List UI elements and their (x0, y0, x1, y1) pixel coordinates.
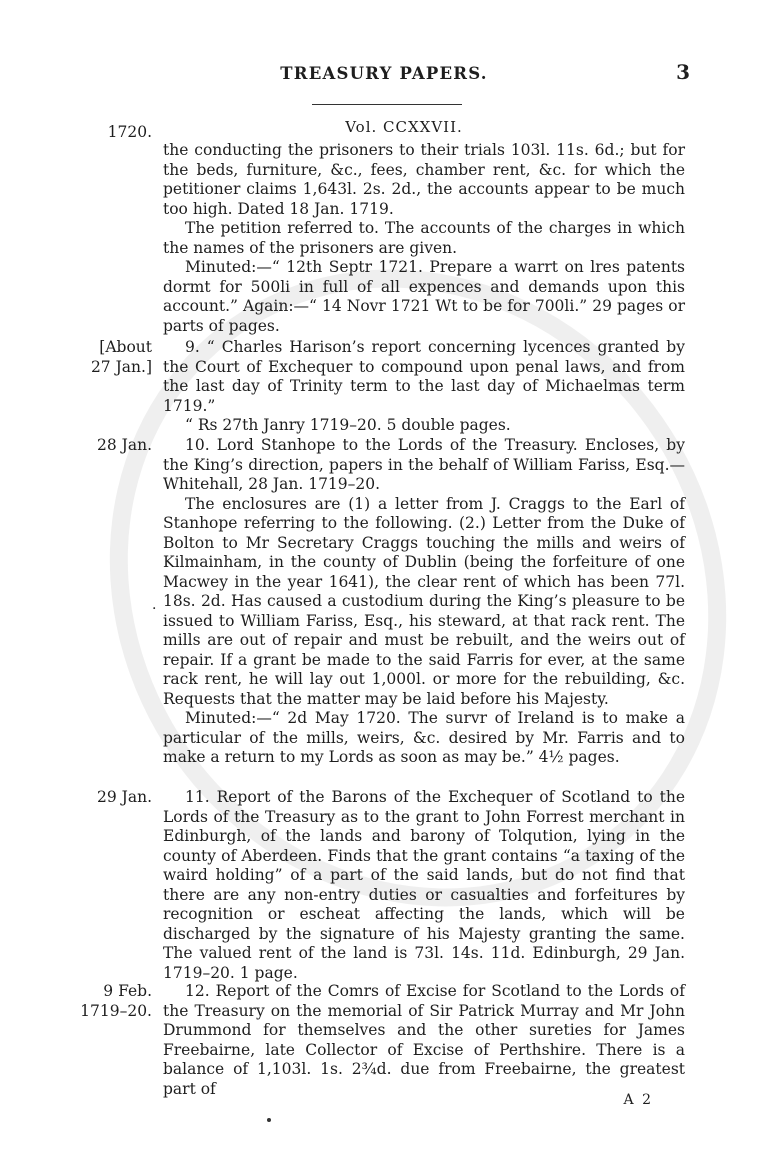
entry-paragraph: 12. Report of the Comrs of Excise for Scotland to the Lords of the Treasury on the memorial of Sir Patrick Murray and Mr John Drummond for themselves and the other sureties for James Freebairne, late Collector of Excise of Perthshire. There is a balance of 1,103l. 1s. 2¾d. due from Freebairne, the greatest part of (163, 982, 685, 1098)
entry-continued (163, 141, 685, 336)
entry-paragraph: The enclosures are (1) a letter from J. Craggs to the Earl of Stanhope referring to the following. (2.) Letter from the Duke of Bolton to Mr Secretary Craggs touching the mills and weirs of Kilmainham, in the county of Dublin (being the forfeiture of one Macwey in the year 1641), the clear rent of which has been 77l. 18s. 2d. Has caused a custodium during the King’s pleasure to be issued to William Fariss, Esq., his steward, at that rack rent. The mills are out of repair and must be rebuilt, and the weirs out of repair. If a grant be made to the said Farris for ever, at the same rack rent, he will lay out 1,000l. or more for the rebuilding, &c. Requests that the matter may be laid before his Majesty. (163, 494, 685, 708)
signature-mark: A 2 (623, 1092, 653, 1108)
entry-9 (163, 338, 685, 436)
header-rule (312, 104, 462, 105)
page-number: 3 (676, 60, 690, 84)
margin-date: 9 Feb. 1719–20. (80, 982, 152, 1020)
entry-paragraph: 10. Lord Stanhope to the Lords of the Treasury. Encloses, by the King’s direction, papers in the behalf of William Fariss, Esq.— Whitehall, 28 Jan. 1719–20. (163, 436, 685, 493)
running-head (0, 60, 768, 94)
entry-10 (163, 436, 685, 768)
margin-date: 28 Jan. (96, 436, 152, 454)
entry-paragraph: The petition referred to. The accounts of the charges in which the names of the prisoners are given. (163, 219, 685, 257)
volume-heading: Vol. CCXXVII. (345, 118, 463, 136)
entry-paragraph: “ Rs 27th Janry 1719–20. 5 double pages. (185, 416, 511, 434)
footer-dot (267, 1118, 271, 1122)
margin-date: [About 27 Jan.] (90, 338, 152, 376)
margin-year: 1720. (107, 123, 152, 141)
entry-paragraph: Minuted:—“ 12th Septr 1721. Prepare a warrt on lres patents dormt for 500li in full of all expences and demands upon this account.” Again:—“ 14 Novr 1721 Wt to be for 700li.” 29 pages or parts of pages. (163, 258, 685, 335)
entry-11 (163, 788, 685, 983)
entry-paragraph: Minuted:—“ 2d May 1720. The survr of Ireland is to make a particular of the mills, weirs, &c. desired by Mr. Farris and to make a return to my Lords as soon as may be.” 4½ pages. (163, 709, 685, 766)
margin-date: 29 Jan. (96, 788, 152, 806)
entry-paragraph: the conducting the prisoners to their trials 103l. 11s. 6d.; but for the beds, furniture, &c., fees, chamber rent, &c. for which the petitioner claims 1,643l. 2s. 2d., the accounts appear to be much too high. Dated 18 Jan. 1719. (163, 141, 685, 218)
entry-paragraph: 9. “ Charles Harison’s report concerning lycences granted by the Court of Exchequer to compound upon penal laws, and from the last day of Trinity term to the last day of Michaelmas term 1719.” (163, 338, 685, 415)
entry-paragraph: 11. Report of the Barons of the Exchequer of Scotland to the Lords of the Treasury as to the grant to John Forrest merchant in Edinburgh, of the lands and barony of Tolqution, lying in the county of Aberdeen. Finds that the grant contains “a taxing of the waird holding” of a part of the said lands, but do not find that there are any non-entry duties or casualties and forfeitures by recognition or escheat affecting the lands, which will be discharged by the signature of his Majesty granting the same. The valued rent of the land is 73l. 14s. 11d. Edinburgh, 29 Jan. 1719–20. 1 page. (163, 788, 685, 982)
running-title: TREASURY PAPERS. (280, 64, 488, 83)
entry-12 (163, 982, 685, 1099)
stray-mark: · (152, 601, 157, 617)
